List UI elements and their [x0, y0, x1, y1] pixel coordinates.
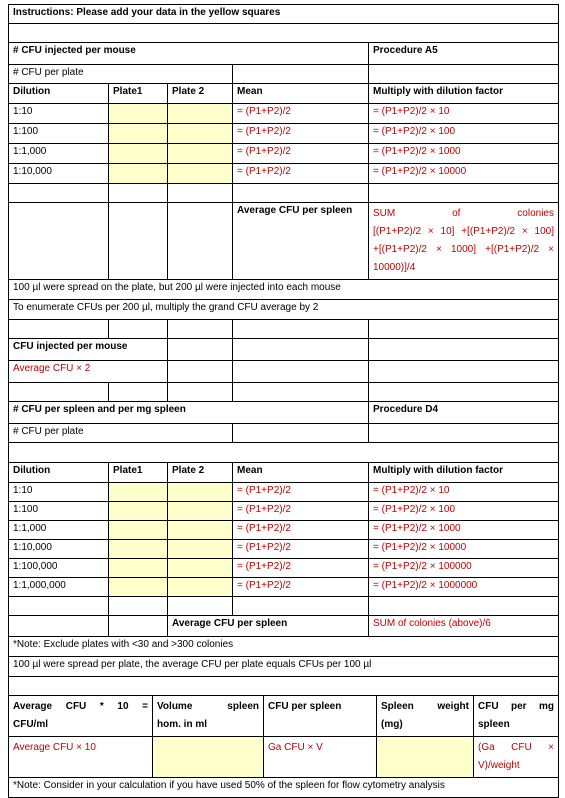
blank-cell — [369, 424, 559, 443]
plate1-input[interactable] — [109, 164, 168, 184]
plate1-input[interactable] — [109, 502, 168, 521]
blank-cell — [168, 320, 233, 339]
header-mean: Mean — [233, 84, 369, 104]
cfu-per-spleen-formula: Ga CFU × V — [264, 737, 377, 778]
table-row — [9, 104, 559, 124]
mean-formula: = (P1+P2)/2 — [233, 540, 369, 559]
plate1-input[interactable] — [109, 144, 168, 164]
header-cfu-per-mg — [474, 696, 559, 737]
cfu-table — [8, 4, 559, 696]
header-multiply: Multiply with dilution factor — [369, 463, 559, 483]
blank-cell — [369, 320, 559, 339]
dilution-cell: 1:1,000 — [9, 144, 109, 164]
header-line: CFU per mg — [478, 701, 554, 712]
header-line: Volume spleen — [157, 701, 259, 712]
header-plate1: Plate1 — [109, 84, 168, 104]
blank-cell — [233, 383, 369, 402]
plate1-input[interactable] — [109, 559, 168, 578]
dilution-cell: 1:10 — [9, 483, 109, 502]
multiply-formula: = (P1+P2)/2 × 10000 — [369, 540, 559, 559]
blank-cell — [168, 361, 233, 383]
blank-row — [9, 24, 559, 43]
blank-cell — [168, 597, 233, 616]
mean-formula: = (P1+P2)/2 — [233, 104, 369, 124]
header-spleen-weight — [377, 696, 474, 737]
header-line: hom. in ml — [157, 719, 207, 730]
plate2-input[interactable] — [168, 144, 233, 164]
dilution-cell: 1:10 — [9, 104, 109, 124]
volume-spleen-input[interactable] — [153, 737, 264, 778]
header-line: (mg) — [381, 719, 403, 730]
mean-formula: = (P1+P2)/2 — [233, 483, 369, 502]
section-a-title: # CFU injected per mouse — [9, 43, 369, 65]
formula-line: +[(P1+P2)/2 × 1000] +[(P1+P2)/2 × — [373, 244, 554, 255]
dilution-cell: 1:1,000,000 — [9, 578, 109, 597]
blank-cell — [369, 184, 559, 203]
blank-cell — [168, 383, 233, 402]
blank-cell — [369, 65, 559, 84]
blank-cell — [233, 184, 369, 203]
spleen-weight-input[interactable] — [377, 737, 474, 778]
plate2-input[interactable] — [168, 578, 233, 597]
header-cfu-per-spleen: CFU per spleen — [264, 696, 377, 737]
section-a-procedure: Procedure A5 — [369, 43, 559, 65]
plate1-input[interactable] — [109, 521, 168, 540]
multiply-formula: = (P1+P2)/2 × 100000 — [369, 559, 559, 578]
average-cfu-label: Average CFU per spleen — [233, 203, 369, 280]
blank-cell — [233, 65, 369, 84]
note-exclude-plates: *Note: Exclude plates with <30 and >300 colonies — [9, 637, 559, 657]
note-spread-injected: 100 µl were spread on the plate, but 200 µl were injected into each mouse — [9, 280, 559, 300]
cfu-injected-title: CFU injected per mouse — [9, 339, 168, 361]
blank-cell — [9, 616, 109, 637]
blank-cell — [9, 383, 109, 402]
blank-cell — [369, 339, 559, 361]
blank-cell — [369, 361, 559, 383]
dilution-cell: 1:10,000 — [9, 164, 109, 184]
blank-cell — [9, 597, 109, 616]
blank-cell — [109, 616, 168, 637]
table-row — [9, 521, 559, 540]
header-plate2: Plate 2 — [168, 463, 233, 483]
blank-cell — [168, 184, 233, 203]
section-d-per-plate: # CFU per plate — [9, 424, 233, 443]
formula-line: 10000)]/4 — [373, 262, 416, 273]
blank-cell — [233, 361, 369, 383]
dilution-cell: 1:100 — [9, 124, 109, 144]
mean-formula: = (P1+P2)/2 — [233, 164, 369, 184]
note-flow-cytometry: *Note: Consider in your calculation if you have used 50% of the spleen for flow cytometry analysis — [9, 778, 559, 798]
plate2-input[interactable] — [168, 521, 233, 540]
average-cfu-spleen-formula: SUM of colonies (above)/6 — [369, 616, 559, 637]
cfu-injected-formula: Average CFU × 2 — [9, 361, 168, 383]
section-a-per-plate: # CFU per plate — [9, 65, 233, 84]
blank-cell — [233, 339, 369, 361]
plate1-input[interactable] — [109, 483, 168, 502]
blank-cell — [233, 320, 369, 339]
blank-cell — [233, 424, 369, 443]
mean-formula: = (P1+P2)/2 — [233, 521, 369, 540]
multiply-formula: = (P1+P2)/2 × 10 — [369, 483, 559, 502]
section-d-procedure: Procedure D4 — [369, 402, 559, 424]
header-line: CFU/ml — [13, 719, 48, 730]
multiply-formula: = (P1+P2)/2 × 1000000 — [369, 578, 559, 597]
header-average-cfu-ml — [9, 696, 153, 737]
blank-row — [9, 677, 559, 696]
plate2-input[interactable] — [168, 104, 233, 124]
average-cfu-spleen-label: Average CFU per spleen — [168, 616, 369, 637]
dilution-cell: 1:100 — [9, 502, 109, 521]
plate1-input[interactable] — [109, 578, 168, 597]
table-row — [9, 483, 559, 502]
blank-row — [9, 443, 559, 463]
plate2-input[interactable] — [168, 164, 233, 184]
multiply-formula: = (P1+P2)/2 × 10000 — [369, 164, 559, 184]
header-volume-spleen — [153, 696, 264, 737]
instructions-header: Instructions: Please add your data in the yellow squares — [9, 5, 559, 24]
header-mean: Mean — [233, 463, 369, 483]
header-line: Average CFU * 10 = — [13, 701, 148, 712]
header-plate1: Plate1 — [109, 463, 168, 483]
plate1-input[interactable] — [109, 124, 168, 144]
formula-line: [(P1+P2)/2 × 10] +[(P1+P2)/2 × 100] — [373, 226, 554, 237]
blank-cell — [233, 597, 369, 616]
blank-cell — [369, 597, 559, 616]
plate2-input[interactable] — [168, 540, 233, 559]
note-spread-per-plate: 100 µl were spread per plate, the average CFU per plate equals CFUs per 100 µl — [9, 657, 559, 677]
header-line: Spleen weight — [381, 701, 469, 712]
cfu-per-mg-formula — [474, 737, 559, 778]
plate1-input[interactable] — [109, 540, 168, 559]
section-d-title: # CFU per spleen and per mg spleen — [9, 402, 369, 424]
note-multiply-two: To enumerate CFUs per 200 µl, multiply the grand CFU average by 2 — [9, 300, 559, 320]
blank-cell — [9, 203, 109, 280]
header-dilution: Dilution — [9, 84, 109, 104]
header-dilution: Dilution — [9, 463, 109, 483]
table-row — [9, 502, 559, 521]
plate2-input[interactable] — [168, 124, 233, 144]
table-row — [9, 578, 559, 597]
average-cfu-ml-formula: Average CFU × 10 — [9, 737, 153, 778]
table-row — [9, 164, 559, 184]
plate2-input[interactable] — [168, 559, 233, 578]
formula-line: SUM of colonies — [373, 208, 554, 219]
blank-cell — [109, 203, 168, 280]
multiply-formula: = (P1+P2)/2 × 1000 — [369, 521, 559, 540]
blank-cell — [369, 383, 559, 402]
multiply-formula: = (P1+P2)/2 × 1000 — [369, 144, 559, 164]
blank-cell — [109, 320, 168, 339]
plate2-input[interactable] — [168, 483, 233, 502]
dilution-cell: 1:100,000 — [9, 559, 109, 578]
mean-formula: = (P1+P2)/2 — [233, 144, 369, 164]
table-row — [9, 540, 559, 559]
blank-cell — [109, 597, 168, 616]
multiply-formula: = (P1+P2)/2 × 10 — [369, 104, 559, 124]
multiply-formula: = (P1+P2)/2 × 100 — [369, 124, 559, 144]
blank-cell — [109, 184, 168, 203]
final-calc-table — [8, 695, 559, 798]
table-row — [9, 559, 559, 578]
average-cfu-formula — [369, 203, 559, 280]
table-row — [9, 144, 559, 164]
blank-cell — [109, 383, 168, 402]
header-line: spleen — [478, 719, 510, 730]
mean-formula: = (P1+P2)/2 — [233, 124, 369, 144]
worksheet — [8, 4, 559, 798]
mean-formula: = (P1+P2)/2 — [233, 559, 369, 578]
plate1-input[interactable] — [109, 104, 168, 124]
formula-line: (Ga CFU × — [478, 742, 554, 753]
blank-cell — [9, 320, 109, 339]
dilution-cell: 1:10,000 — [9, 540, 109, 559]
blank-cell — [9, 184, 109, 203]
plate2-input[interactable] — [168, 502, 233, 521]
mean-formula: = (P1+P2)/2 — [233, 502, 369, 521]
dilution-cell: 1:1,000 — [9, 521, 109, 540]
header-plate2: Plate 2 — [168, 84, 233, 104]
multiply-formula: = (P1+P2)/2 × 100 — [369, 502, 559, 521]
header-multiply: Multiply with dilution factor — [369, 84, 559, 104]
table-row — [9, 124, 559, 144]
formula-line: V)/weight — [478, 760, 520, 771]
mean-formula: = (P1+P2)/2 — [233, 578, 369, 597]
blank-cell — [168, 339, 233, 361]
blank-cell — [168, 203, 233, 280]
